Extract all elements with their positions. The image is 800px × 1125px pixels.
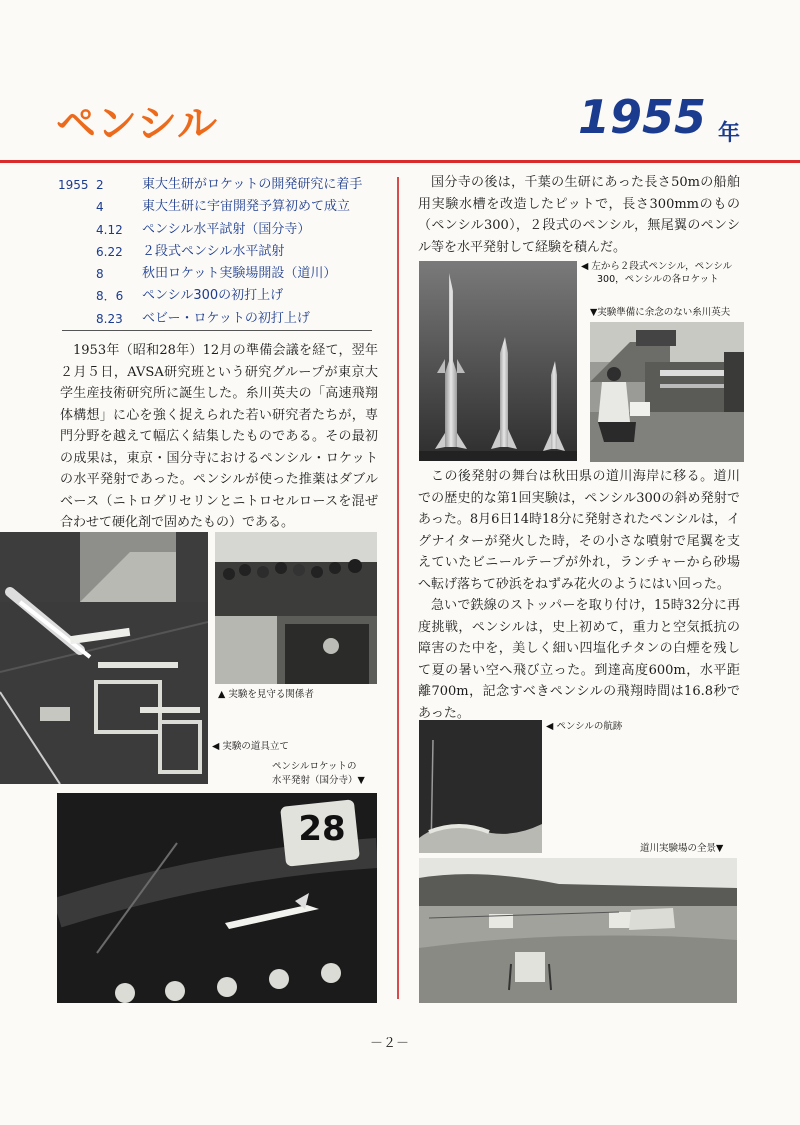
timeline-year: [58, 241, 90, 263]
timeline-row: [58, 174, 398, 196]
intro-paragraph: 1953年（昭和28年）12月の準備会議を経て，翌年２月５日，AVSA研究班という研究グループが東京大学生産技術研究所に誕生した。糸川英夫の「高速飛翔体構想」に心を強く捉えられた若い研究者たちが，専門分野を越えて幅広く結集したものである。その最初の成果は，東京・国分寺におけるペンシル・ロケットの水平発射であった。ペンシルが使った推薬はダブルベース（ニトログリセリンとニトロセルロースを混ぜ合わせて硬化剤で固めたもの）である。: [60, 343, 378, 530]
rockets-caption-line-2: 300，ペンシルの各ロケット: [597, 274, 719, 285]
michikawa-caption: 道川実験場の全景▼: [640, 843, 724, 854]
observers-photo: [215, 532, 377, 684]
timeline-rule: [62, 330, 372, 331]
rockets-caption-line-1: ◀ 左から２段式ペンシル，ペンシル: [581, 261, 733, 272]
horizontal-caption-line-1: ペンシルロケットの: [272, 761, 357, 772]
itokawa-photo: [590, 322, 744, 462]
page-number: －２－: [370, 1036, 410, 1051]
right-column-text-top: [418, 172, 740, 258]
timeline-row: [58, 308, 398, 330]
timeline-date: 2: [96, 178, 104, 192]
horizontal-caption-line-2: 水平発射（国分寺）▼: [272, 775, 365, 786]
timeline-date: 4.12: [96, 222, 123, 237]
timeline-row: [58, 263, 398, 285]
pit-paragraph: 国分寺の後は，千葉の生研にあった長さ50mの船舶用実験水槽を改造したピットで，長さ300mmのもの（ペンシル300），２段式のペンシル，無尾翼のペンシル等を水平発射して経験を積んだ。: [418, 175, 740, 255]
year-heading: 1955: [578, 90, 707, 144]
timeline-year: [58, 219, 90, 241]
timeline-date: 8．6: [96, 289, 124, 304]
trail-caption: ◀ ペンシルの航跡: [546, 721, 623, 732]
horizontal-launch-photo: [57, 793, 377, 1003]
timeline-event: 秋田ロケット実験場開設（道川）: [142, 266, 337, 282]
michikawa-illustration: [419, 858, 737, 1003]
itokawa-caption: ▼実験準備に余念のない糸川英夫: [590, 307, 731, 318]
timeline-event: 東大生研がロケットの開発研究に着手: [142, 177, 363, 192]
michikawa-paragraph-1: この後発射の舞台は秋田県の道川海岸に移る。道川での歴史的な第1回実験は，ペンシル300の斜め発射であった。8月6日14時18分に発射されたペンシルは，イグナイターが発火した時，その小さな噴射で尾翼を支えていたビニールテープが外れ，ランチャーから砂場へ転げ落ちて砂浜をねずみ花火のようにはい回った。: [418, 469, 740, 592]
timeline-row: [58, 285, 398, 307]
timeline-date: 4: [96, 200, 104, 215]
michikawa-photo: [419, 858, 737, 1003]
rockets-photo: [419, 261, 577, 461]
trail-illustration: [419, 720, 542, 853]
launch-board-number: 28: [298, 809, 346, 849]
timeline-date: 6.22: [96, 244, 123, 259]
year-unit: 年: [718, 121, 741, 146]
trail-photo: [419, 720, 542, 853]
equipment-caption: ◀ 実験の道具立て: [212, 741, 289, 752]
itokawa-illustration: [590, 322, 744, 462]
observers-illustration: [215, 532, 377, 684]
timeline-year: 1955: [58, 178, 89, 192]
michikawa-paragraph-2: 急いで鉄線のストッパーを取り付け，15時32分に再度挑戦，ペンシルは，史上初めて，重力と空気抵抗の障害のた中を，美しく細い四塩化チタンの白煙を残して夏の暑い空へ飛び立った。到達高度600m，水平距離700m，記念すべきペンシルの飛翔時間は16.8秒であった。: [418, 598, 740, 721]
timeline-year: [58, 196, 90, 218]
rockets-illustration: [419, 261, 577, 461]
timeline-year: [58, 285, 90, 307]
timeline-row: [58, 241, 398, 263]
timeline-event: ペンシル300の初打上げ: [142, 288, 284, 304]
timeline-date: 8.23: [96, 311, 123, 326]
timeline-row: [58, 219, 398, 241]
page-title: ペンシル: [56, 101, 218, 147]
timeline-event: ２段式ペンシル水平試射: [142, 243, 285, 259]
timeline-event: ペンシル水平試射（国分寺）: [142, 221, 311, 237]
timeline-event: 東大生研に宇宙開発予算初めて成立: [142, 199, 351, 215]
timeline-year: [58, 308, 90, 330]
header-rule: [0, 160, 800, 163]
timeline-event: ベビー・ロケットの初打上げ: [142, 310, 310, 326]
timeline-date: 8: [96, 267, 104, 282]
equipment-illustration: [0, 532, 208, 784]
right-column-text-middle: [418, 466, 740, 724]
timeline-row: [58, 196, 398, 218]
observers-caption: ▲ 実験を見守る関係者: [218, 689, 314, 700]
left-column-text: [60, 340, 378, 534]
equipment-photo: [0, 532, 208, 784]
timeline-year: [58, 263, 90, 285]
timeline: [58, 174, 398, 330]
